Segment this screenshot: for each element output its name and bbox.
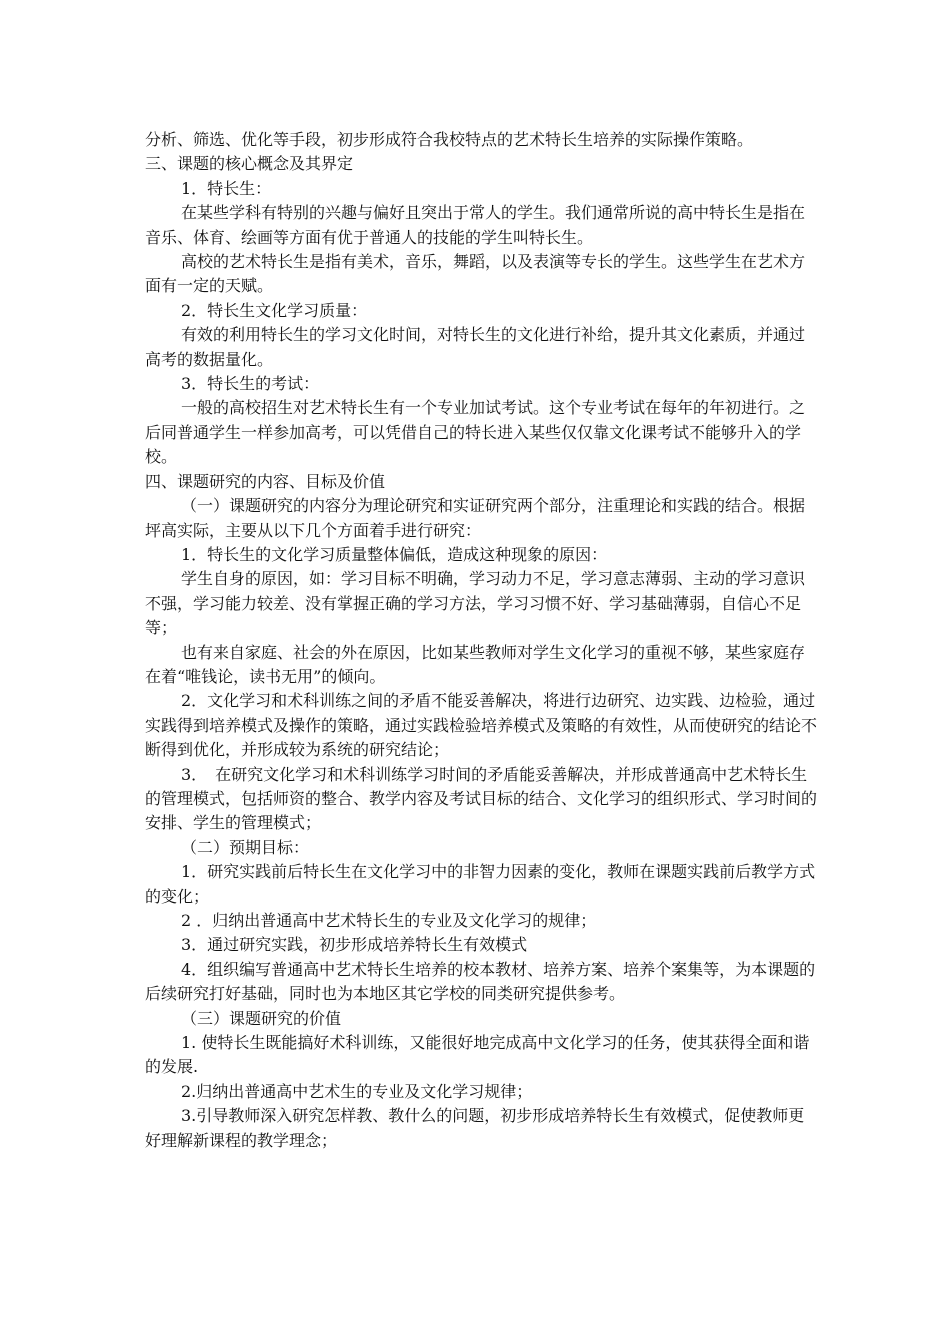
body-paragraph: 3.引导教师深入研究怎样教、教什么的问题，初步形成培养特长生有效模式，促使教师更好理解新课程的教学理念； <box>145 1106 805 1150</box>
body-paragraph: 2．特长生文化学习质量： <box>181 300 368 320</box>
body-paragraph: 学生自身的原因，如：学习目标不明确，学习动力不足，学习意志薄弱、主动的学习意识不强，学习能力较差、没有掌握正确的学习方法，学习习惯不好、学习基础薄弱，自信心不足等； <box>145 569 806 638</box>
body-paragraph: 高校的艺术特长生是指有美术，音乐，舞蹈，以及表演等专长的学生。这些学生在艺术方面有一定的天赋。 <box>145 252 806 296</box>
body-paragraph: 4．组织编写普通高中艺术特长生培养的校本教材、培养方案、培养个案集等，为本课题的后续研究打好基础，同时也为本地区其它学校的同类研究提供参考。 <box>145 959 816 1004</box>
body-paragraph: 3． 在研究文化学习和术科训练学习时间的矛盾能妥善解决，并形成普通高中艺术特长生的管理模式，包括师资的整合、教学内容及考试目标的结合、文化学习的组织形式、学习时间的安排、学生的管理模式； <box>145 764 818 833</box>
body-paragraph: （三）课题研究的价值 <box>181 1008 342 1028</box>
section-heading: 分析、筛选、优化等手段，初步形成符合我校特点的艺术特长生培养的实际操作策略。 <box>145 130 754 149</box>
body-paragraph: 一般的高校招生对艺术特长生有一个专业加试考试。这个专业考试在每年的年初进行。之后同普通学生一样参加高考，可以凭借自己的特长进入某些仅仅靠文化课考试不能够升入的学校。 <box>145 398 806 467</box>
section-heading: 三、课题的核心概念及其界定 <box>145 154 354 174</box>
document-body <box>145 128 817 1153</box>
body-paragraph: （二）预期目标： <box>181 837 310 857</box>
body-paragraph: 1. 使特长生既能搞好术科训练，又能很好地完成高中文化学习的任务，使其获得全面和谐的发展. <box>145 1033 810 1077</box>
body-paragraph: 2.归纳出普通高中艺术生的专业及文化学习规律； <box>181 1081 533 1101</box>
body-paragraph: 有效的利用特长生的学习文化时间，对特长生的文化进行补给，提升其文化素质，并通过高考的数据量化。 <box>145 325 806 369</box>
body-paragraph: 在某些学科有特别的兴趣与偏好且突出于常人的学生。我们通常所说的高中特长生是指在音乐、体育、绘画等方面有优于普通人的技能的学生叫特长生。 <box>145 203 806 247</box>
body-paragraph: （一）课题研究的内容分为理论研究和实证研究两个部分，注重理论和实践的结合。根据坪高实际，主要从以下几个方面着手进行研究： <box>145 496 806 540</box>
body-paragraph: 也有来自家庭、社会的外在原因，比如某些教师对学生文化学习的重视不够，某些家庭存在着“唯钱论，读书无用”的倾向。 <box>145 642 806 686</box>
body-paragraph: 3．特长生的考试： <box>181 374 320 394</box>
section-heading: 四、课题研究的内容、目标及价值 <box>145 471 386 491</box>
body-paragraph: 2．文化学习和术科训练之间的矛盾不能妥善解决，将进行边研究、边实践、边检验，通过实践得到培养模式及操作的策略，通过实践检验培养模式及策略的有效性，从而使研究的结论不断得到优化，并形成较为系统的研究结论； <box>145 691 818 760</box>
body-paragraph: 2 ．归纳出普通高中艺术特长生的专业及文化学习的规律； <box>181 911 597 930</box>
body-paragraph: 1．特长生的文化学习质量整体偏低，造成这种现象的原因： <box>181 544 608 564</box>
body-paragraph: 1．研究实践前后特长生在文化学习中的非智力因素的变化，教师在课题实践前后教学方式的变化； <box>145 862 816 906</box>
body-paragraph: 1．特长生： <box>181 178 272 198</box>
body-paragraph: 3．通过研究实践，初步形成培养特长生有效模式 <box>181 935 528 955</box>
